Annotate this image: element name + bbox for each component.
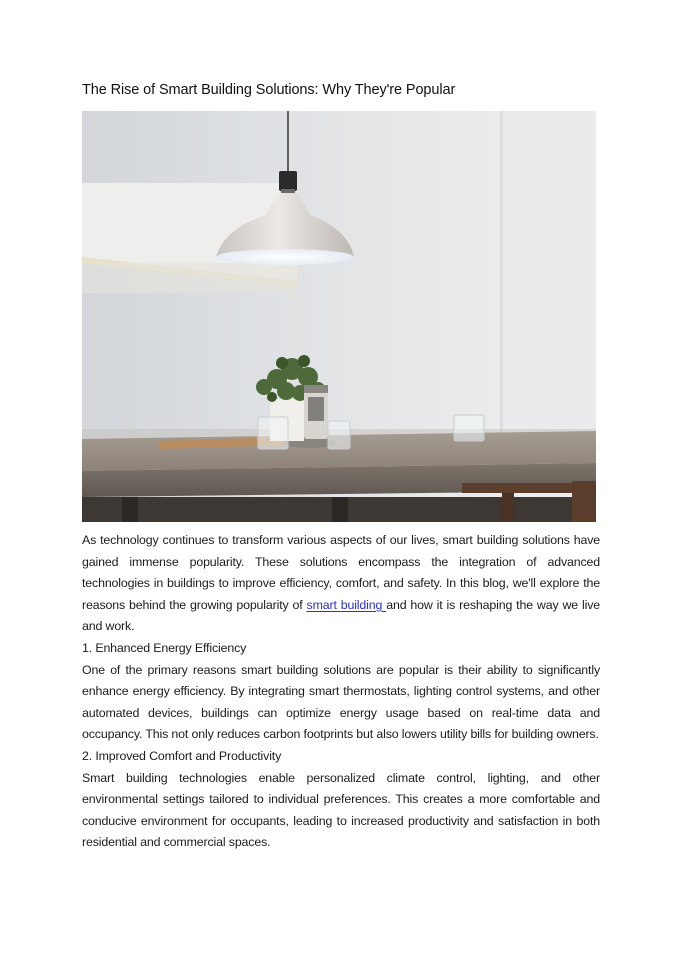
article-body — [82, 530, 600, 854]
section-heading-comfort-productivity: 2. Improved Comfort and Productivity — [82, 748, 282, 763]
intro-paragraph — [82, 530, 600, 638]
intro-text-after-link: and how it is reshaping the way we live and work. — [82, 597, 600, 634]
hero-photo-pendant-lamp-table — [82, 111, 596, 522]
section-heading-energy-efficiency: 1. Enhanced Energy Efficiency — [82, 640, 247, 655]
intro-text-before-link: As technology continues to transform various aspects of our lives, smart building solutions have gained immense popularity. These solutions encompass the integration of advanced technologies in buildings to improve efficiency, comfort, and safety. In this blog, we'll explore the reasons behind the growing popularity of — [82, 533, 600, 612]
section-body-energy-efficiency: One of the primary reasons smart building solutions are popular is their ability to significantly enhance energy efficiency. By integrating smart thermostats, lighting control systems, and other automated devices, buildings can optimize energy usage based on real-time data and occupancy. This not only reduces carbon footprints but also lowers utility bills for building owners. — [82, 662, 600, 742]
smart-building-link[interactable]: smart building — [306, 597, 387, 612]
section-body-comfort-productivity: Smart building technologies enable personalized climate control, lighting, and other environmental settings tailored to individual preferences. This creates a more comfortable and conducive environment for occupants, leading to increased productivity and satisfaction in both residential and commercial spaces. — [82, 770, 600, 850]
article-title: The Rise of Smart Building Solutions: Why They're Popular — [82, 82, 456, 98]
